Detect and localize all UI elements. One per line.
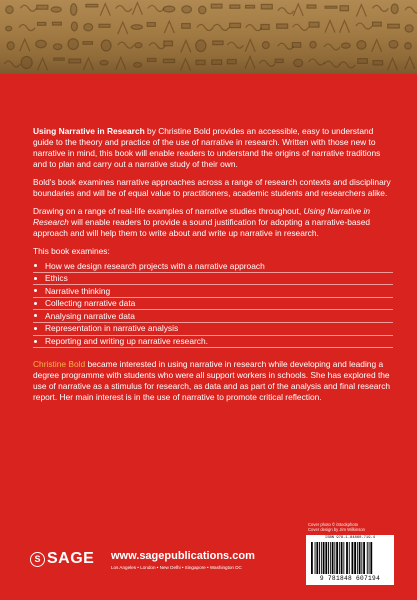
hieroglyph-mark — [309, 22, 319, 27]
hieroglyph-mark — [99, 24, 110, 27]
publisher-url: www.sagepublications.com — [111, 550, 255, 562]
barcode-bar — [349, 542, 350, 574]
hieroglyph-mark — [246, 25, 262, 31]
blurb — [33, 126, 393, 410]
barcode-bar — [367, 542, 368, 574]
hieroglyph-mark — [101, 40, 111, 51]
hieroglyph-mark — [341, 43, 350, 48]
barcode-bar — [323, 542, 325, 574]
hieroglyph-mark — [197, 24, 213, 30]
hieroglyph-mark — [405, 7, 417, 13]
hieroglyph-mark — [147, 58, 155, 61]
hieroglyph-mark — [356, 23, 372, 29]
hieroglyph-mark — [309, 59, 325, 65]
hieroglyph-mark — [405, 57, 415, 69]
list-item: Narrative thinking — [33, 285, 393, 298]
hieroglyph-mark — [261, 24, 269, 29]
hieroglyph-mark — [324, 44, 340, 50]
barcode-bar — [363, 542, 365, 574]
hieroglyph-mark — [357, 41, 366, 50]
sage-logo-icon — [30, 548, 102, 570]
hieroglyph-mark — [116, 57, 126, 69]
barcode-bar — [346, 542, 348, 574]
hieroglyph-mark — [340, 21, 350, 33]
hieroglyph-mark — [230, 23, 241, 27]
hieroglyph-mark — [227, 42, 243, 48]
hieroglyph-mark — [100, 61, 108, 65]
barcode-bar — [341, 542, 343, 574]
barcode-bar — [354, 542, 356, 574]
barcode-bar — [352, 542, 354, 574]
hieroglyph-banner — [0, 0, 417, 74]
list-item: Representation in narrative analysis — [33, 323, 393, 336]
barcode-bars — [310, 542, 390, 575]
hieroglyph-mark — [4, 61, 20, 67]
hieroglyph-mark — [246, 5, 255, 8]
list-item: Ethics — [33, 273, 393, 286]
hieroglyph-mark — [6, 6, 13, 14]
hieroglyph-mark — [181, 59, 191, 71]
hieroglyph-mark — [293, 24, 309, 30]
hieroglyph-mark — [54, 58, 64, 60]
hieroglyph-mark — [163, 59, 174, 62]
hieroglyph-mark — [118, 22, 128, 34]
hieroglyph-mark — [71, 4, 77, 16]
hieroglyph-mark — [163, 6, 175, 12]
hieroglyph-mark — [116, 6, 132, 12]
hieroglyph-mark — [20, 39, 30, 51]
hieroglyph-mark — [132, 3, 142, 15]
hieroglyph-mark — [83, 42, 92, 45]
hieroglyph-mark — [69, 59, 81, 63]
hieroglyph-mark — [324, 61, 340, 67]
hieroglyph-mark — [196, 40, 206, 52]
barcode-bar — [332, 542, 334, 574]
hieroglyph-mark — [181, 40, 191, 52]
hieroglyph-mark — [37, 5, 48, 9]
barcode — [306, 535, 394, 585]
hieroglyph-mark — [278, 43, 294, 49]
barcode-bar — [311, 542, 313, 574]
hieroglyph-mark — [213, 41, 223, 45]
hieroglyph-mark — [196, 60, 205, 64]
barcode-digits: 9 781848 607194 — [319, 575, 381, 582]
barcode-bar — [321, 542, 322, 574]
list-item: Reporting and writing up narrative research. — [33, 336, 393, 349]
hieroglyph-mark — [405, 43, 412, 49]
hieroglyph-mark — [164, 41, 173, 46]
hieroglyph-mark — [259, 60, 275, 66]
hieroglyph-mark — [388, 24, 400, 28]
hieroglyph-mark — [164, 21, 174, 33]
barcode-bar — [369, 542, 370, 574]
examples-text-after: will enable readers to provide a sound justification for adopting a narrative-based approach and will help them to write about and write up narrative in research. — [33, 217, 371, 238]
hieroglyph-mark — [134, 63, 142, 68]
hieroglyph-mark — [147, 23, 155, 27]
hieroglyph-mark — [261, 4, 272, 9]
barcode-bar — [315, 542, 316, 574]
hieroglyph-mark — [294, 59, 303, 67]
hieroglyph-mark — [358, 59, 368, 64]
hieroglyph-mark — [325, 20, 335, 32]
examples-text-before: Drawing on a range of real-life examples of narrative studies throughout, — [33, 206, 304, 216]
barcode-bar — [319, 542, 320, 574]
author-bio-text: became interested in using narrative in research while developing and leading a degree programme with students who were all support workers in schools. She has explored the use of narrative as a stimulus for research, as data and as part of the analysis and final research report. Her main interest is in the use of narrative to promote critical reflection. — [33, 359, 391, 403]
isbn-text: ISBN 978-1-84860-719-4 — [324, 536, 376, 540]
book-title: Using Narrative in Research — [33, 126, 145, 136]
hieroglyph-mark — [83, 58, 93, 70]
hieroglyph-mark — [211, 4, 222, 8]
design-credit: Cover design by Jim Wilkinson — [308, 527, 366, 532]
hieroglyph-mark — [339, 62, 355, 68]
barcode-bar — [330, 542, 331, 574]
hieroglyph-mark — [372, 5, 388, 11]
author-bio — [33, 359, 393, 403]
hieroglyph-mark — [277, 24, 288, 28]
hieroglyph-mark — [149, 43, 165, 49]
hieroglyph-mark — [245, 40, 255, 52]
hieroglyph-mark — [293, 4, 303, 16]
barcode-bar — [343, 542, 344, 574]
hieroglyph-mark — [148, 5, 164, 11]
hieroglyph-mark — [230, 5, 240, 8]
hieroglyph-mark — [118, 42, 134, 48]
list-item: Collecting narrative data — [33, 298, 393, 311]
scope-paragraph: Bold's book examines narrative approaches across a range of research contexts and disciplinary boundaries and will be of equal value to practitioners, academic students and researchers alike. — [33, 177, 391, 198]
hieroglyph-mark — [388, 58, 398, 70]
hieroglyph-mark — [86, 4, 98, 7]
hieroglyph-mark — [182, 6, 192, 13]
hieroglyph-mark — [213, 24, 229, 30]
topic-list — [33, 260, 393, 348]
hieroglyph-mark — [84, 24, 93, 31]
list-item: Analysing narrative data — [33, 310, 393, 323]
barcode-bar — [361, 542, 362, 574]
hieroglyph-mark — [275, 59, 283, 62]
barcode-bar — [359, 542, 361, 574]
hieroglyph-mark — [199, 6, 206, 14]
lead-text: by Christine Bold provides an accessible, easy to understand guide to the theory and practice of the use of narrative in research. Written with those new to narrative in mind, this book will enable readers to understand the origins of narrative traditions and to plan and carry out a narrative study of their own. — [33, 126, 381, 169]
hieroglyph-mark — [71, 22, 77, 31]
barcode-bar — [357, 542, 358, 574]
hieroglyph-mark — [7, 42, 14, 50]
hieroglyph-mark — [131, 25, 142, 30]
hieroglyph-mark — [325, 6, 337, 8]
hieroglyph-mark — [391, 4, 398, 14]
hieroglyph-mark — [356, 5, 366, 17]
sage-s-mark: S — [30, 552, 45, 567]
hieroglyph-mark — [52, 22, 61, 25]
barcode-bar — [325, 542, 327, 574]
examples-paragraph — [33, 206, 393, 239]
hieroglyph-mark — [38, 22, 46, 25]
examines-label: This book examines: — [33, 246, 110, 256]
hieroglyph-mark — [21, 57, 32, 69]
barcode-bar — [316, 542, 318, 574]
hieroglyph-mark — [373, 22, 382, 26]
barcode-bar — [336, 542, 338, 574]
hieroglyph-mark — [53, 44, 61, 50]
hieroglyph-mark — [262, 42, 269, 49]
author-name: Christine Bold — [33, 359, 86, 370]
hieroglyph-mark — [68, 39, 78, 50]
hieroglyph-mark — [38, 58, 48, 70]
hieroglyph-mark — [51, 7, 61, 12]
hieroglyph-mark — [182, 24, 190, 29]
barcode-bar — [328, 542, 329, 574]
hieroglyph-mark — [21, 5, 37, 11]
hieroglyph-mark — [340, 6, 348, 11]
hieroglyph-mark — [135, 43, 142, 48]
hieroglyph-mark — [292, 43, 300, 48]
publisher-cities: Los Angeles • London • New Delhi • Singapore • Washington DC — [111, 565, 242, 570]
cover-credits — [308, 522, 365, 532]
hieroglyph-mark — [36, 40, 46, 48]
book-title-italic: Using Narrative in Research — [33, 206, 371, 227]
photo-credit: Cover photo © iStockphoto — [308, 522, 359, 527]
hieroglyph-mark — [6, 26, 12, 31]
hieroglyph-mark — [19, 25, 35, 31]
barcode-bar — [370, 542, 372, 574]
barcode-bar — [334, 542, 335, 574]
hieroglyph-mark — [212, 60, 222, 65]
hieroglyph-mark — [227, 59, 236, 63]
hieroglyph-mark — [372, 40, 382, 52]
barcode-bar — [339, 542, 340, 574]
hieroglyph-mark — [310, 41, 316, 48]
hieroglyph-mark — [307, 5, 316, 8]
sage-wordmark: SAGE — [47, 550, 95, 567]
hieroglyph-mark — [373, 61, 383, 65]
hieroglyph-mark — [405, 25, 413, 32]
hieroglyph-mark — [100, 4, 110, 16]
hieroglyph-mark — [389, 40, 398, 48]
hieroglyph-pattern — [0, 0, 417, 74]
hieroglyph-mark — [245, 57, 255, 69]
hieroglyph-mark — [278, 8, 294, 14]
list-item: How we design research projects with a narrative approach — [33, 260, 393, 273]
lead-paragraph — [33, 126, 393, 170]
